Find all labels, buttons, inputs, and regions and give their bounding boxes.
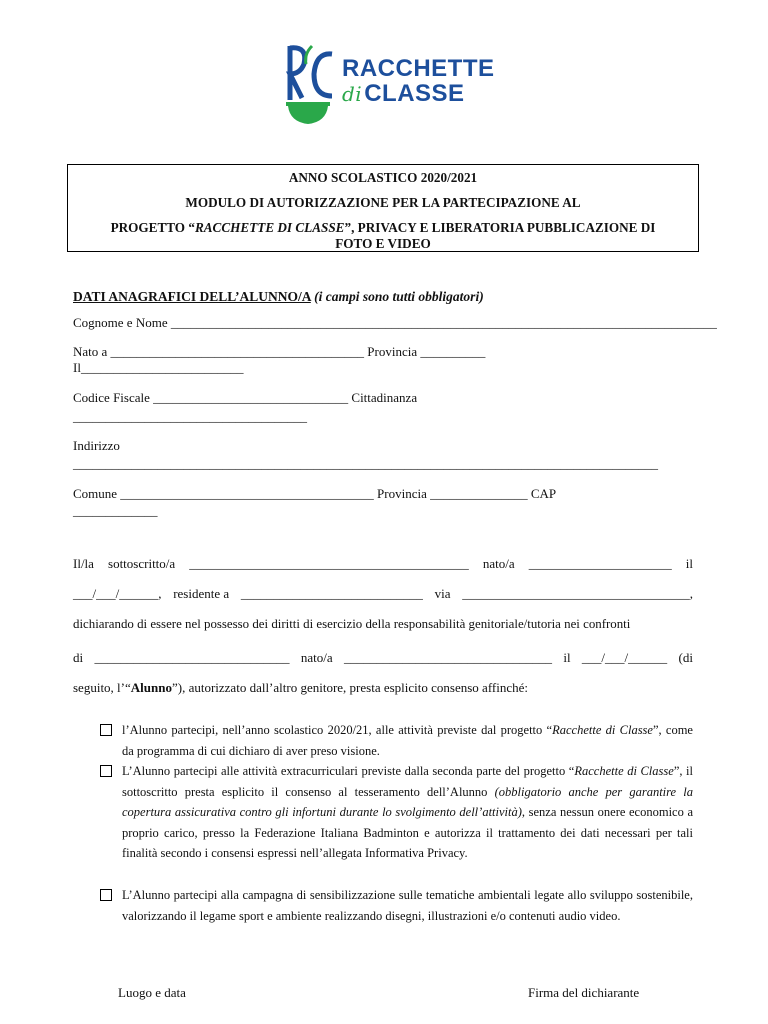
text: ”, il sottoscritto presta esplicito il consenso al tesseramento dell’Alunno — [122, 764, 693, 799]
word: Il/la — [73, 556, 94, 571]
project-name: RACCHETTE DI CLASSE — [194, 220, 345, 235]
cittadinanza-field[interactable]: ____________________________________ — [73, 409, 307, 424]
declarant-name-field[interactable]: ___________________________________________ — [189, 556, 469, 571]
word: il — [685, 556, 693, 571]
cognome-nome-field[interactable]: Cognome e Nome ____________________________________________________________________________________ — [73, 315, 717, 330]
shuttlecock-monogram-icon — [282, 40, 338, 130]
word: nato/a — [300, 650, 333, 665]
text: l’Alunno partecipi, nell’anno scolastico 2020/21, alle attività previste dal progetto “ — [122, 723, 553, 737]
comune-field[interactable]: Comune _______________________________________ Provincia _______________ CAP — [73, 486, 557, 501]
declarant-row-5 — [73, 680, 528, 696]
school-year: ANNO SCOLASTICO 2020/2021 — [288, 170, 478, 185]
word: sottoscritto/a — [108, 556, 176, 571]
consent-text-1 — [122, 720, 693, 761]
project-title-end: FOTO E VIDEO — [335, 236, 431, 251]
word: nato/a — [482, 556, 515, 571]
indirizzo-label: Indirizzo — [73, 438, 120, 453]
text: Racchette di Classe — [552, 723, 653, 737]
consent-text-2 — [122, 761, 693, 864]
consent-checkbox-3[interactable] — [100, 889, 112, 901]
text: (obbligatorio anche per garantire la copertura assicurativa contro gli infortuni durante lo svolgimento dell’attività) — [122, 784, 693, 819]
text: L’Alunno partecipi alle attività extracurriculari previste dalla seconda parte del progetto “ — [122, 764, 575, 778]
word: via — [434, 586, 451, 601]
project-title — [68, 220, 698, 236]
indirizzo-field[interactable]: __________________________________________________________________________________________ — [73, 456, 658, 471]
nato-a-field[interactable]: Nato a _______________________________________ Provincia __________ — [73, 344, 486, 359]
project-title-suffix: ”, PRIVACY E LIBERATORIA PUBBLICAZIONE DI — [344, 220, 656, 235]
codice-fiscale-field[interactable]: Codice Fiscale ______________________________ Cittadinanza — [73, 390, 418, 405]
text: ”, come da programma di cui dichiaro di aver preso visione. — [122, 723, 693, 758]
declarant-birthdate-field[interactable]: ___/___/______, — [73, 586, 162, 601]
text: ”), autorizzato dall’altro genitore, presta esplicito consenso affinché: — [171, 680, 529, 695]
form-header-box — [67, 164, 699, 252]
declarant-row-3: dichiarando di essere nel possesso dei diritti di esercizio della responsabilità genitoriale/tutoria nei confronti — [73, 617, 631, 631]
alunno-term: Alunno — [130, 680, 172, 695]
required-fields-note: (i campi sono tutti obbligatori) — [314, 289, 484, 304]
consent-checkbox-1[interactable] — [100, 724, 112, 736]
cap-field[interactable]: _____________ — [73, 503, 158, 518]
minor-name-field[interactable]: ______________________________ — [94, 650, 290, 665]
declarant-residence-field[interactable]: ____________________________ — [240, 586, 423, 601]
place-date-label: Luogo e data — [118, 985, 186, 1000]
declarant-row-2 — [73, 586, 693, 602]
word: residente a — [173, 586, 230, 601]
consent-text-3 — [122, 885, 693, 926]
text: seguito, l’“ — [73, 680, 131, 695]
text: L’Alunno partecipi alla campagna di sensibilizzazione sulle tematiche ambientali legate allo sviluppo sostenibile, valorizzando il legame sport e ambiente realizzando disegni, illustrazioni e/o contenuti audio video. — [122, 888, 693, 923]
logo-line-2 — [342, 80, 465, 108]
minor-birthdate-field[interactable]: ___/___/______ — [581, 650, 668, 665]
declarant-row-4 — [73, 650, 693, 666]
birth-date-field[interactable]: Il_________________________ — [73, 360, 244, 375]
word: di — [73, 650, 84, 665]
word: il — [563, 650, 571, 665]
declarant-row-1 — [73, 556, 693, 572]
logo-line-1: RACCHETTE — [342, 55, 495, 82]
form-title: MODULO DI AUTORIZZAZIONE PER LA PARTECIPAZIONE AL — [185, 195, 581, 210]
student-section-title — [73, 289, 484, 305]
student-section-heading: DATI ANAGRAFICI DELL’ALUNNO/A — [73, 289, 311, 304]
project-title-prefix: PROGETTO “ — [110, 220, 195, 235]
declarant-street-field[interactable]: ___________________________________, — [462, 586, 693, 601]
text: Racchette di Classe — [574, 764, 674, 778]
declarant-birthplace-field[interactable]: ______________________ — [528, 556, 672, 571]
logo-di: di — [342, 82, 363, 106]
consent-checkbox-2[interactable] — [100, 765, 112, 777]
minor-birthplace-field[interactable]: ________________________________ — [343, 650, 552, 665]
signature-label: Firma del dichiarante — [528, 985, 640, 1000]
word: (di — [678, 650, 693, 665]
racchette-di-classe-logo — [282, 40, 495, 130]
logo-classe: CLASSE — [364, 80, 465, 107]
text: , senza nessun onere economico a proprio carico, presso la Federazione Italiana Badminton e autorizza il trattamento dei dati necessari per tali finalità secondo i consensi espressi nell’allegata Informativa Privacy. — [122, 805, 694, 860]
